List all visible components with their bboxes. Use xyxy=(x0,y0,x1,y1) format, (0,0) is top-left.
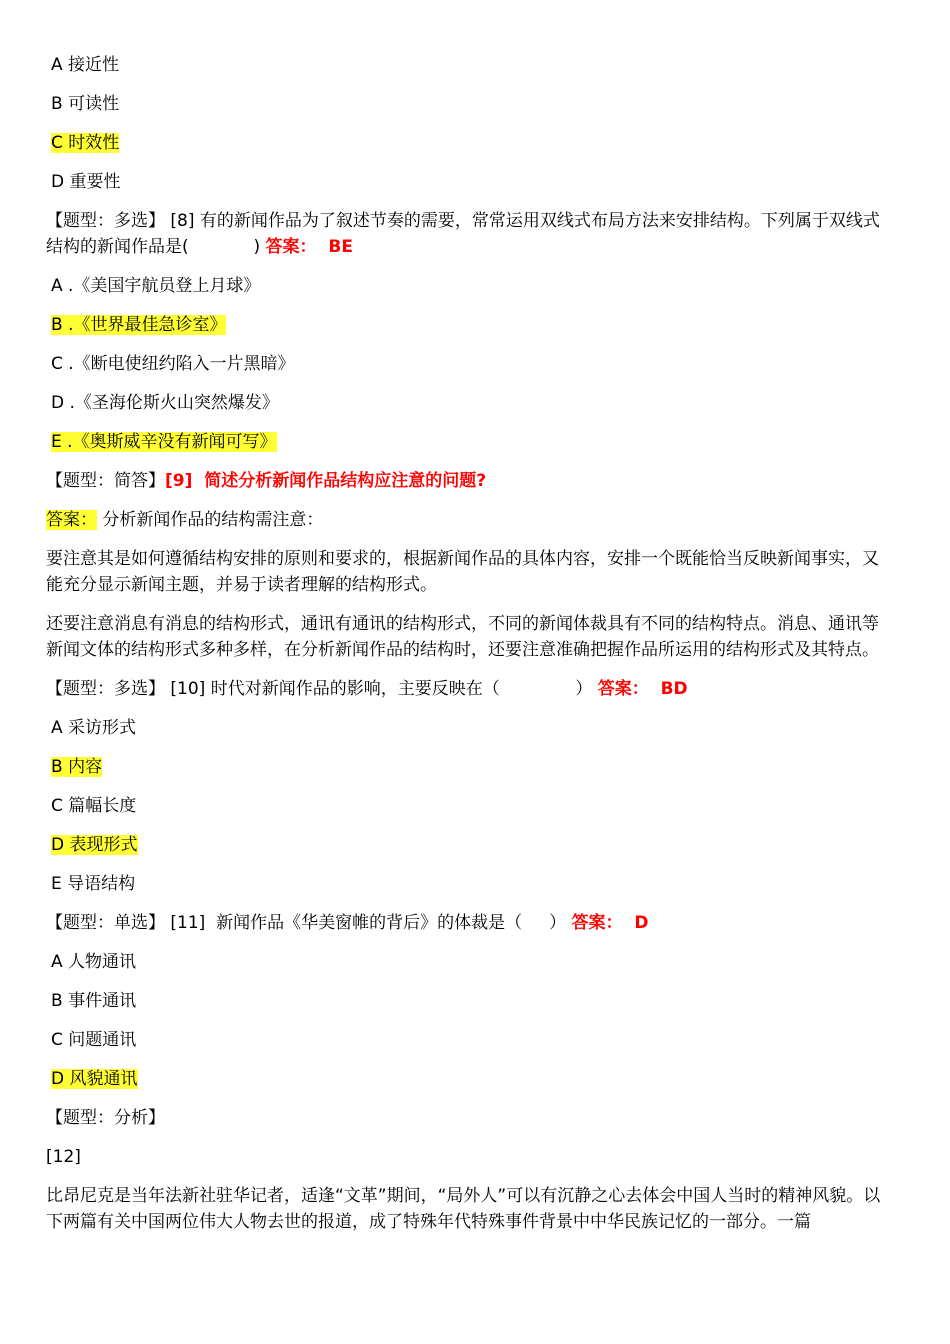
question-stem xyxy=(46,208,892,260)
q8-block xyxy=(46,208,892,455)
question-type: 【题型：分析】 xyxy=(46,1108,165,1128)
option-item-correct xyxy=(46,312,892,338)
question-text: 【题型：单选】 [11] 新闻作品《华美窗帷的背后》的体裁是（ xyxy=(46,913,523,933)
answer-paragraph: 要注意其是如何遵循结构安排的原则和要求的，根据新闻作品的具体内容，安排一个既能恰当反映新闻事实，又能充分显示新闻主题，并易于读者理解的结构形式。 xyxy=(46,549,879,595)
question-close: ） xyxy=(549,913,567,933)
q10-block xyxy=(46,676,892,897)
question-paragraph: 比昂尼克是当年法新社驻华记者，适逢“文革”期间，“局外人”可以有沉静之心去体会中国人当时的精神风貌。以下两篇有关中国两位伟大人物去世的报道，成了特殊年代特殊事件背景中中华民族记忆的一部分。一篇 xyxy=(46,1186,881,1232)
option-item-correct xyxy=(46,429,892,455)
option-item xyxy=(46,715,892,741)
option-item xyxy=(46,273,892,299)
question-text: 【题型：多选】 [10] 时代对新闻作品的影响，主要反映在（ xyxy=(46,679,500,699)
option-text: B .《世界最佳急诊室》 xyxy=(51,315,227,335)
option-text: C 问题通讯 xyxy=(51,1030,137,1050)
option-text: A 人物通讯 xyxy=(51,952,137,972)
option-item-correct xyxy=(46,832,892,858)
option-item xyxy=(46,91,892,117)
option-text: E .《奥斯威辛没有新闻可写》 xyxy=(51,432,277,452)
answer-paragraph: 还要注意消息有消息的结构形式，通讯有通讯的结构形式，不同的新闻体裁具有不同的结构特点。消息、通讯等新闻文体的结构形式多种多样，在分析新闻作品的结构时，还要注意准确把握作品所运用的结构形式及其特点。 xyxy=(46,614,879,660)
option-item xyxy=(46,390,892,416)
answer-intro xyxy=(46,507,892,533)
q7-options xyxy=(46,52,892,195)
option-item xyxy=(46,52,892,78)
option-text: A 接近性 xyxy=(51,55,120,75)
option-item-correct xyxy=(46,754,892,780)
answer-label: 答案： xyxy=(46,510,97,530)
option-item xyxy=(46,351,892,377)
option-text: C 时效性 xyxy=(51,133,120,153)
answer-blank xyxy=(500,679,576,699)
option-text: C .《断电使纽约陷入一片黑暗》 xyxy=(51,354,295,374)
answer-label: 答案： BD xyxy=(597,679,688,699)
option-text: D 风貌通讯 xyxy=(51,1069,138,1089)
question-stem xyxy=(46,468,892,494)
option-text: E 导语结构 xyxy=(51,874,136,894)
q9-block xyxy=(46,468,892,663)
option-text: A 采访形式 xyxy=(51,718,137,738)
option-text: C 篇幅长度 xyxy=(51,796,137,816)
option-text: B 内容 xyxy=(51,757,103,777)
answer-blank xyxy=(522,913,549,933)
document-page xyxy=(46,52,892,1248)
answer-label: 答案： D xyxy=(571,913,649,933)
option-text: D .《圣海伦斯火山突然爆发》 xyxy=(51,393,279,413)
option-item xyxy=(46,169,892,195)
question-title: [9] 简述分析新闻作品结构应注意的问题? xyxy=(165,471,487,491)
option-item xyxy=(46,1027,892,1053)
answer-label: 答案： BE xyxy=(265,237,353,257)
option-text: D 重要性 xyxy=(51,172,121,192)
question-number: [12] xyxy=(46,1147,81,1167)
option-text: D 表现形式 xyxy=(51,835,138,855)
option-text: B 事件通讯 xyxy=(51,991,137,1011)
answer-blank xyxy=(189,237,254,257)
question-close: ） xyxy=(575,679,593,699)
option-text: A .《美国宇航员登上月球》 xyxy=(51,276,261,296)
question-type: 【题型：简答】 xyxy=(46,471,165,491)
question-stem xyxy=(46,676,892,702)
question-close: ) xyxy=(253,237,261,257)
option-item-correct xyxy=(46,130,892,156)
option-item xyxy=(46,871,892,897)
option-item xyxy=(46,949,892,975)
question-stem xyxy=(46,910,892,936)
option-item xyxy=(46,988,892,1014)
q12-block xyxy=(46,1105,892,1235)
question-text: 【题型：多选】 [8] 有的新闻作品为了叙述节奏的需要，常常运用双线式布局方法来安排结构。下列属于双线式结构的新闻作品是( xyxy=(46,211,880,257)
option-text: B 可读性 xyxy=(51,94,120,114)
answer-intro-text: 分析新闻作品的结构需注意： xyxy=(97,510,324,530)
option-item xyxy=(46,793,892,819)
option-item-correct xyxy=(46,1066,892,1092)
q11-block xyxy=(46,910,892,1092)
